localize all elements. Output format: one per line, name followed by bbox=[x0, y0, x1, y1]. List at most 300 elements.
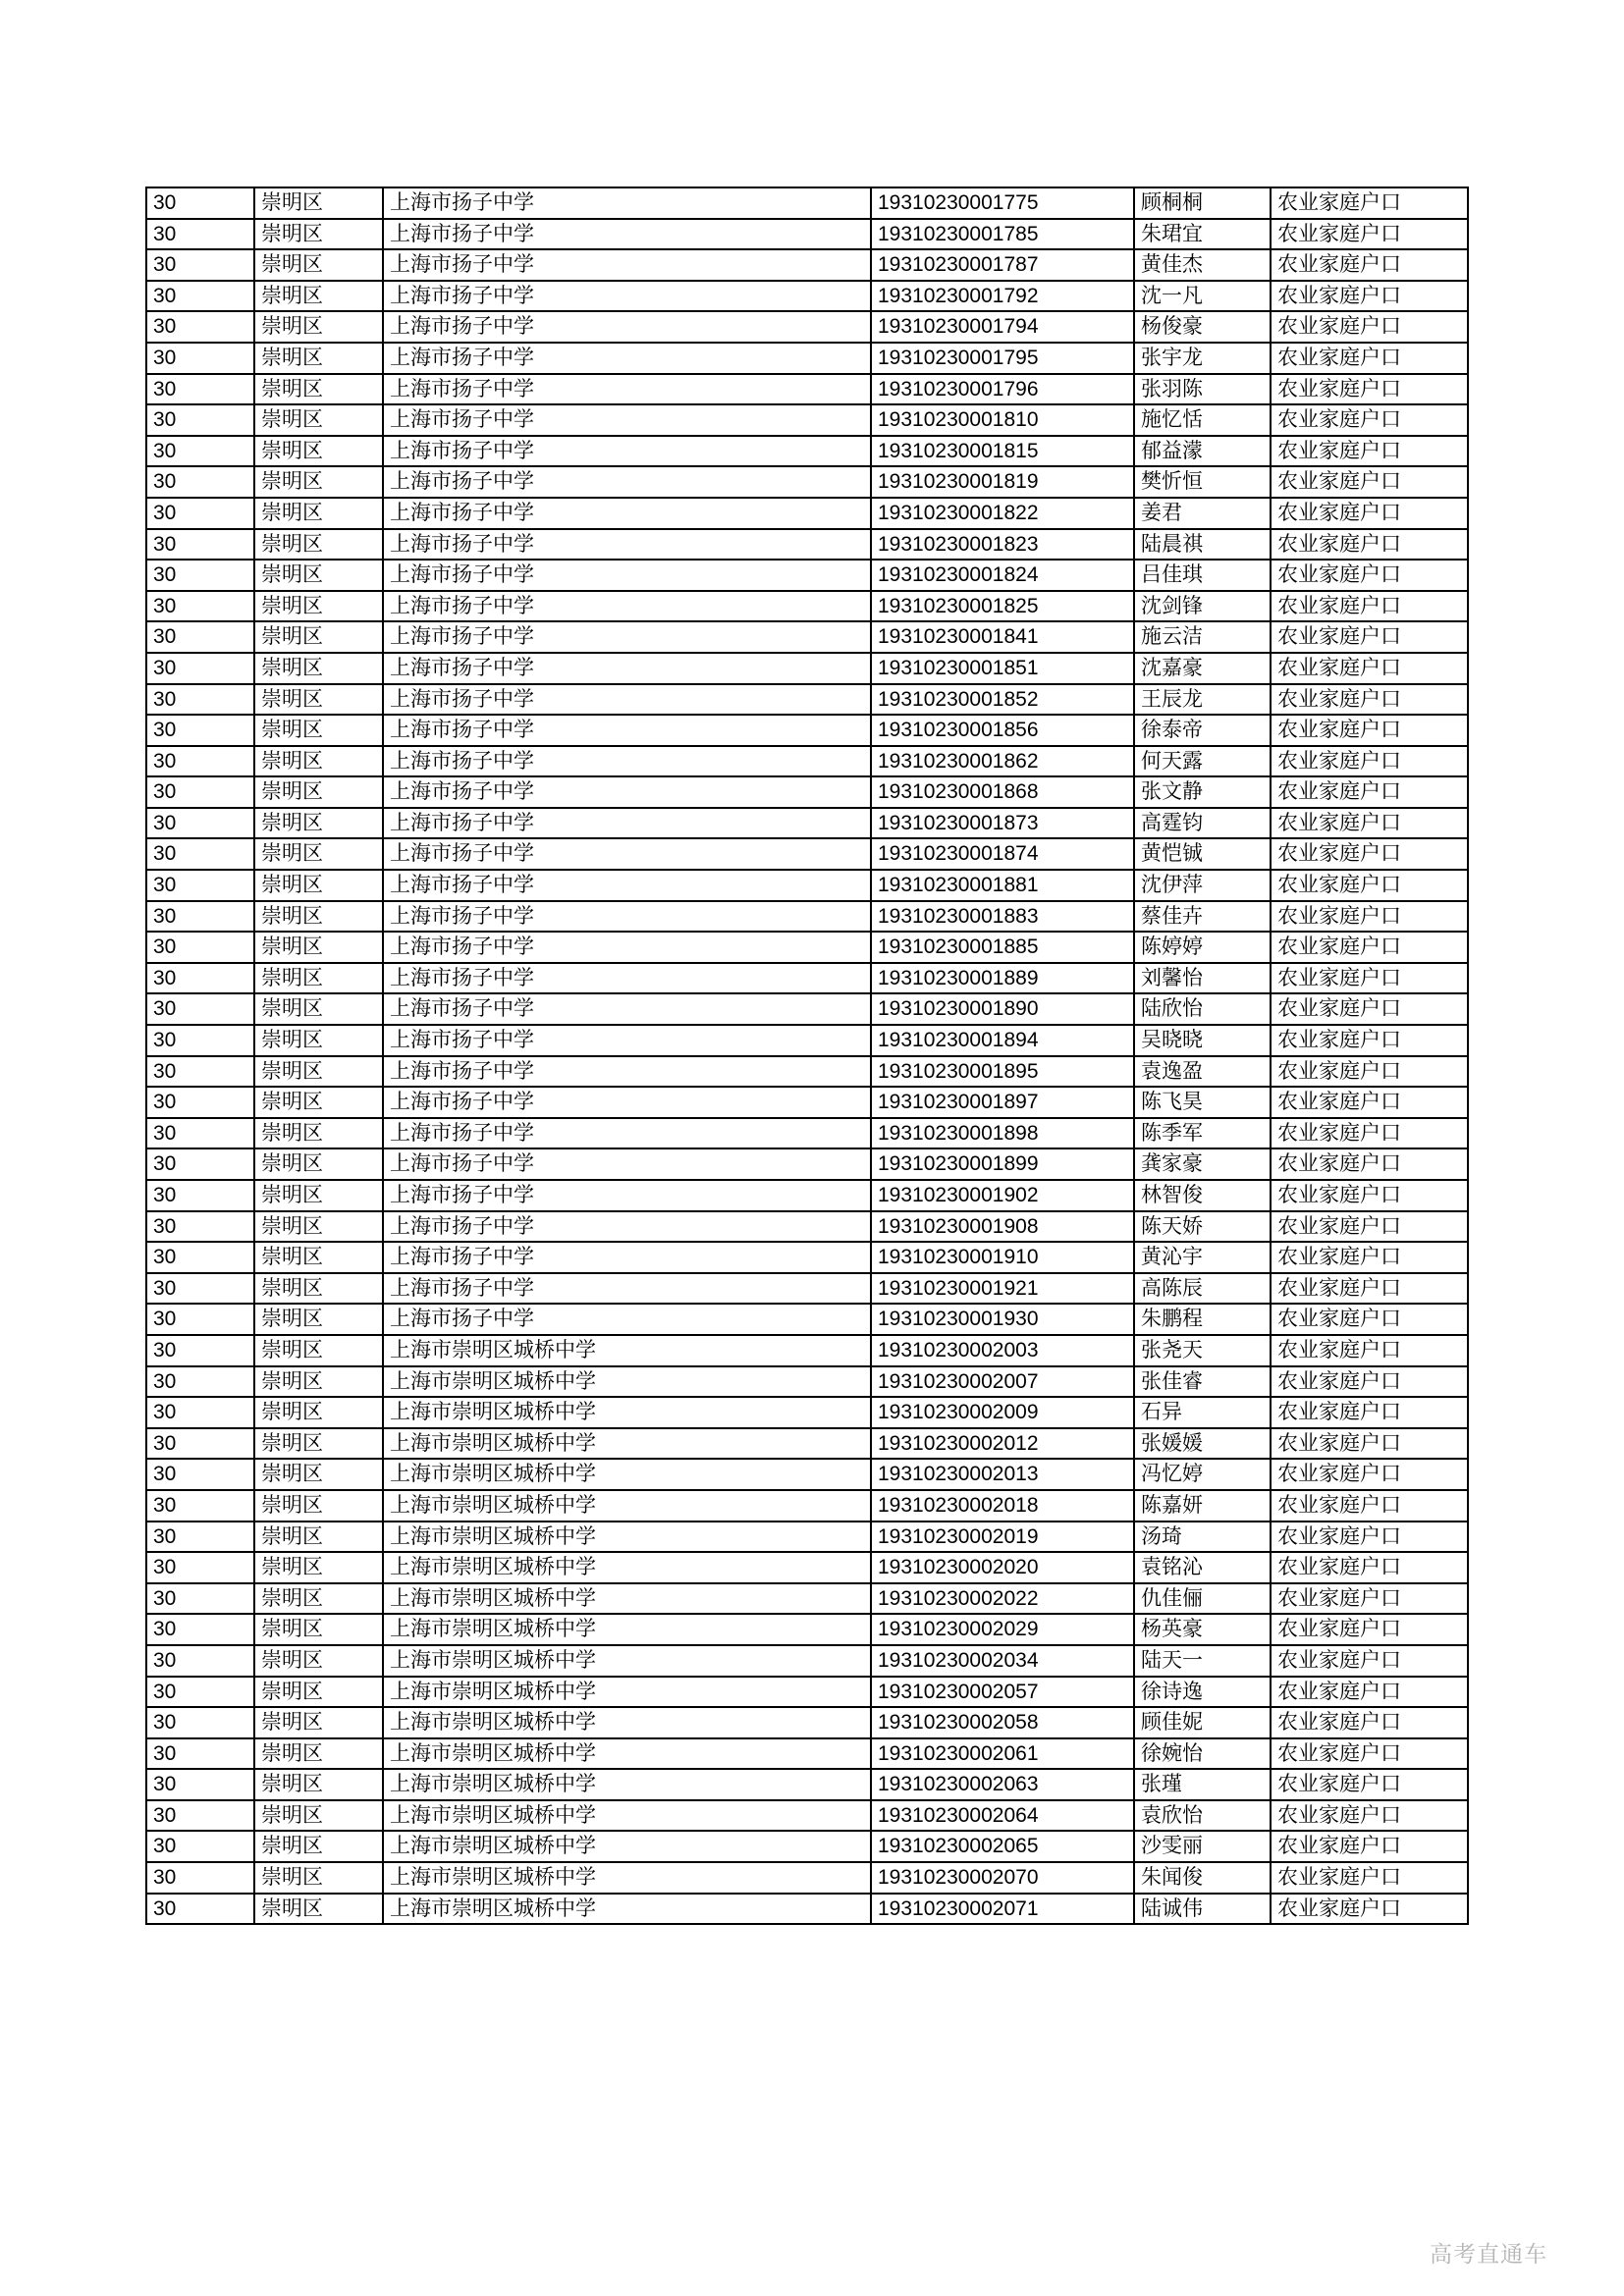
cell-exam-id: 19310230001890 bbox=[871, 993, 1134, 1025]
cell-candidate-name: 刘馨怡 bbox=[1134, 963, 1271, 994]
table-row bbox=[146, 249, 1468, 281]
cell-school: 上海市崇明区城桥中学 bbox=[383, 1397, 871, 1428]
table-row bbox=[146, 1552, 1468, 1583]
cell-serial: 30 bbox=[146, 1335, 254, 1366]
cell-hukou-type: 农业家庭户口 bbox=[1271, 1397, 1468, 1428]
table-row bbox=[146, 1738, 1468, 1770]
cell-school: 上海市扬子中学 bbox=[383, 374, 871, 405]
cell-exam-id: 19310230001819 bbox=[871, 466, 1134, 498]
cell-serial: 30 bbox=[146, 529, 254, 561]
cell-candidate-name: 何天露 bbox=[1134, 746, 1271, 777]
cell-hukou-type: 农业家庭户口 bbox=[1271, 249, 1468, 281]
cell-candidate-name: 施云洁 bbox=[1134, 621, 1271, 653]
cell-district: 崇明区 bbox=[254, 901, 383, 933]
cell-hukou-type: 农业家庭户口 bbox=[1271, 1645, 1468, 1677]
cell-candidate-name: 张文静 bbox=[1134, 776, 1271, 808]
cell-district: 崇明区 bbox=[254, 187, 383, 219]
cell-serial: 30 bbox=[146, 746, 254, 777]
cell-district: 崇明区 bbox=[254, 715, 383, 746]
cell-hukou-type: 农业家庭户口 bbox=[1271, 1831, 1468, 1862]
cell-district: 崇明区 bbox=[254, 993, 383, 1025]
cell-hukou-type: 农业家庭户口 bbox=[1271, 1118, 1468, 1149]
table-row bbox=[146, 1707, 1468, 1738]
cell-candidate-name: 袁铭沁 bbox=[1134, 1552, 1271, 1583]
table-row bbox=[146, 1273, 1468, 1305]
cell-serial: 30 bbox=[146, 1614, 254, 1645]
cell-candidate-name: 高霆钧 bbox=[1134, 808, 1271, 839]
cell-district: 崇明区 bbox=[254, 1738, 383, 1770]
cell-serial: 30 bbox=[146, 1894, 254, 1925]
cell-school: 上海市崇明区城桥中学 bbox=[383, 1522, 871, 1553]
cell-district: 崇明区 bbox=[254, 1397, 383, 1428]
cell-hukou-type: 农业家庭户口 bbox=[1271, 498, 1468, 529]
cell-school: 上海市扬子中学 bbox=[383, 498, 871, 529]
cell-school: 上海市扬子中学 bbox=[383, 808, 871, 839]
cell-hukou-type: 农业家庭户口 bbox=[1271, 1738, 1468, 1770]
cell-school: 上海市扬子中学 bbox=[383, 901, 871, 933]
table-row bbox=[146, 1304, 1468, 1335]
cell-hukou-type: 农业家庭户口 bbox=[1271, 404, 1468, 436]
cell-hukou-type: 农业家庭户口 bbox=[1271, 219, 1468, 250]
cell-school: 上海市扬子中学 bbox=[383, 343, 871, 374]
cell-hukou-type: 农业家庭户口 bbox=[1271, 529, 1468, 561]
cell-candidate-name: 高陈辰 bbox=[1134, 1273, 1271, 1305]
cell-hukou-type: 农业家庭户口 bbox=[1271, 1800, 1468, 1832]
cell-candidate-name: 张羽陈 bbox=[1134, 374, 1271, 405]
cell-exam-id: 19310230001902 bbox=[871, 1180, 1134, 1211]
cell-district: 崇明区 bbox=[254, 281, 383, 312]
cell-hukou-type: 农业家庭户口 bbox=[1271, 932, 1468, 963]
cell-hukou-type: 农业家庭户口 bbox=[1271, 808, 1468, 839]
cell-school: 上海市崇明区城桥中学 bbox=[383, 1614, 871, 1645]
cell-exam-id: 19310230001815 bbox=[871, 436, 1134, 467]
cell-candidate-name: 朱鹏程 bbox=[1134, 1304, 1271, 1335]
cell-exam-id: 19310230001930 bbox=[871, 1304, 1134, 1335]
cell-serial: 30 bbox=[146, 1490, 254, 1522]
cell-district: 崇明区 bbox=[254, 1800, 383, 1832]
cell-district: 崇明区 bbox=[254, 1273, 383, 1305]
cell-candidate-name: 袁逸盈 bbox=[1134, 1056, 1271, 1088]
table-row bbox=[146, 560, 1468, 591]
cell-exam-id: 19310230002009 bbox=[871, 1397, 1134, 1428]
cell-district: 崇明区 bbox=[254, 653, 383, 684]
cell-exam-id: 19310230002019 bbox=[871, 1522, 1134, 1553]
cell-school: 上海市扬子中学 bbox=[383, 1304, 871, 1335]
cell-exam-id: 19310230001796 bbox=[871, 374, 1134, 405]
cell-school: 上海市崇明区城桥中学 bbox=[383, 1428, 871, 1460]
cell-serial: 30 bbox=[146, 249, 254, 281]
cell-district: 崇明区 bbox=[254, 684, 383, 716]
cell-serial: 30 bbox=[146, 1397, 254, 1428]
cell-serial: 30 bbox=[146, 870, 254, 901]
cell-candidate-name: 陆诚伟 bbox=[1134, 1894, 1271, 1925]
cell-hukou-type: 农业家庭户口 bbox=[1271, 1335, 1468, 1366]
cell-hukou-type: 农业家庭户口 bbox=[1271, 1211, 1468, 1243]
cell-candidate-name: 樊忻恒 bbox=[1134, 466, 1271, 498]
cell-serial: 30 bbox=[146, 808, 254, 839]
cell-district: 崇明区 bbox=[254, 1862, 383, 1894]
cell-hukou-type: 农业家庭户口 bbox=[1271, 715, 1468, 746]
cell-school: 上海市扬子中学 bbox=[383, 249, 871, 281]
cell-candidate-name: 朱珺宜 bbox=[1134, 219, 1271, 250]
cell-serial: 30 bbox=[146, 404, 254, 436]
cell-hukou-type: 农业家庭户口 bbox=[1271, 1862, 1468, 1894]
table-row bbox=[146, 1459, 1468, 1490]
table-row bbox=[146, 1025, 1468, 1056]
cell-exam-id: 19310230001894 bbox=[871, 1025, 1134, 1056]
cell-district: 崇明区 bbox=[254, 1677, 383, 1708]
cell-exam-id: 19310230002058 bbox=[871, 1707, 1134, 1738]
cell-school: 上海市扬子中学 bbox=[383, 870, 871, 901]
cell-candidate-name: 张尧天 bbox=[1134, 1335, 1271, 1366]
cell-candidate-name: 施忆恬 bbox=[1134, 404, 1271, 436]
table-row bbox=[146, 901, 1468, 933]
cell-serial: 30 bbox=[146, 1211, 254, 1243]
cell-candidate-name: 张瑾 bbox=[1134, 1769, 1271, 1800]
cell-candidate-name: 沈伊萍 bbox=[1134, 870, 1271, 901]
cell-exam-id: 19310230001889 bbox=[871, 963, 1134, 994]
cell-district: 崇明区 bbox=[254, 808, 383, 839]
cell-serial: 30 bbox=[146, 1056, 254, 1088]
cell-candidate-name: 石异 bbox=[1134, 1397, 1271, 1428]
cell-exam-id: 19310230001794 bbox=[871, 311, 1134, 343]
cell-serial: 30 bbox=[146, 653, 254, 684]
cell-hukou-type: 农业家庭户口 bbox=[1271, 1273, 1468, 1305]
cell-school: 上海市崇明区城桥中学 bbox=[383, 1677, 871, 1708]
table-row bbox=[146, 870, 1468, 901]
table-row bbox=[146, 374, 1468, 405]
cell-candidate-name: 林智俊 bbox=[1134, 1180, 1271, 1211]
cell-district: 崇明区 bbox=[254, 219, 383, 250]
cell-candidate-name: 杨俊豪 bbox=[1134, 311, 1271, 343]
cell-exam-id: 19310230002029 bbox=[871, 1614, 1134, 1645]
table-row bbox=[146, 1614, 1468, 1645]
table-row bbox=[146, 746, 1468, 777]
cell-school: 上海市扬子中学 bbox=[383, 621, 871, 653]
cell-school: 上海市扬子中学 bbox=[383, 560, 871, 591]
cell-school: 上海市扬子中学 bbox=[383, 1118, 871, 1149]
cell-hukou-type: 农业家庭户口 bbox=[1271, 1552, 1468, 1583]
cell-hukou-type: 农业家庭户口 bbox=[1271, 1490, 1468, 1522]
cell-hukou-type: 农业家庭户口 bbox=[1271, 1242, 1468, 1273]
cell-exam-id: 19310230002018 bbox=[871, 1490, 1134, 1522]
cell-hukou-type: 农业家庭户口 bbox=[1271, 1614, 1468, 1645]
table-row bbox=[146, 993, 1468, 1025]
cell-district: 崇明区 bbox=[254, 1614, 383, 1645]
cell-hukou-type: 农业家庭户口 bbox=[1271, 1180, 1468, 1211]
cell-candidate-name: 王辰龙 bbox=[1134, 684, 1271, 716]
cell-district: 崇明区 bbox=[254, 1118, 383, 1149]
cell-serial: 30 bbox=[146, 187, 254, 219]
cell-exam-id: 19310230001868 bbox=[871, 776, 1134, 808]
cell-school: 上海市扬子中学 bbox=[383, 838, 871, 870]
cell-school: 上海市崇明区城桥中学 bbox=[383, 1459, 871, 1490]
cell-serial: 30 bbox=[146, 466, 254, 498]
cell-school: 上海市扬子中学 bbox=[383, 776, 871, 808]
cell-candidate-name: 朱闻俊 bbox=[1134, 1862, 1271, 1894]
cell-serial: 30 bbox=[146, 963, 254, 994]
cell-district: 崇明区 bbox=[254, 776, 383, 808]
cell-school: 上海市崇明区城桥中学 bbox=[383, 1335, 871, 1366]
table-row bbox=[146, 343, 1468, 374]
cell-exam-id: 19310230001852 bbox=[871, 684, 1134, 716]
cell-hukou-type: 农业家庭户口 bbox=[1271, 1148, 1468, 1180]
cell-serial: 30 bbox=[146, 1645, 254, 1677]
cell-district: 崇明区 bbox=[254, 343, 383, 374]
cell-exam-id: 19310230001874 bbox=[871, 838, 1134, 870]
table-row bbox=[146, 466, 1468, 498]
cell-exam-id: 19310230002003 bbox=[871, 1335, 1134, 1366]
cell-exam-id: 19310230001885 bbox=[871, 932, 1134, 963]
cell-school: 上海市崇明区城桥中学 bbox=[383, 1894, 871, 1925]
cell-exam-id: 19310230002063 bbox=[871, 1769, 1134, 1800]
cell-exam-id: 19310230001775 bbox=[871, 187, 1134, 219]
cell-district: 崇明区 bbox=[254, 1707, 383, 1738]
cell-serial: 30 bbox=[146, 1459, 254, 1490]
cell-hukou-type: 农业家庭户口 bbox=[1271, 591, 1468, 622]
cell-school: 上海市扬子中学 bbox=[383, 187, 871, 219]
table-row bbox=[146, 1769, 1468, 1800]
cell-serial: 30 bbox=[146, 281, 254, 312]
cell-district: 崇明区 bbox=[254, 1522, 383, 1553]
cell-serial: 30 bbox=[146, 1118, 254, 1149]
table-row bbox=[146, 1397, 1468, 1428]
cell-hukou-type: 农业家庭户口 bbox=[1271, 684, 1468, 716]
cell-hukou-type: 农业家庭户口 bbox=[1271, 1677, 1468, 1708]
cell-hukou-type: 农业家庭户口 bbox=[1271, 746, 1468, 777]
cell-district: 崇明区 bbox=[254, 1831, 383, 1862]
cell-district: 崇明区 bbox=[254, 1583, 383, 1615]
cell-exam-id: 19310230001898 bbox=[871, 1118, 1134, 1149]
cell-candidate-name: 陈天娇 bbox=[1134, 1211, 1271, 1243]
table-row bbox=[146, 1894, 1468, 1925]
cell-school: 上海市崇明区城桥中学 bbox=[383, 1831, 871, 1862]
cell-serial: 30 bbox=[146, 776, 254, 808]
cell-hukou-type: 农业家庭户口 bbox=[1271, 776, 1468, 808]
cell-candidate-name: 陆欣怡 bbox=[1134, 993, 1271, 1025]
cell-exam-id: 19310230001897 bbox=[871, 1087, 1134, 1118]
cell-district: 崇明区 bbox=[254, 870, 383, 901]
cell-district: 崇明区 bbox=[254, 1304, 383, 1335]
cell-hukou-type: 农业家庭户口 bbox=[1271, 901, 1468, 933]
cell-school: 上海市扬子中学 bbox=[383, 436, 871, 467]
cell-district: 崇明区 bbox=[254, 1769, 383, 1800]
table-row bbox=[146, 1677, 1468, 1708]
cell-serial: 30 bbox=[146, 1707, 254, 1738]
cell-exam-id: 19310230002057 bbox=[871, 1677, 1134, 1708]
cell-hukou-type: 农业家庭户口 bbox=[1271, 436, 1468, 467]
table-row bbox=[146, 684, 1468, 716]
cell-exam-id: 19310230001824 bbox=[871, 560, 1134, 591]
cell-serial: 30 bbox=[146, 1769, 254, 1800]
cell-school: 上海市崇明区城桥中学 bbox=[383, 1583, 871, 1615]
cell-exam-id: 19310230001899 bbox=[871, 1148, 1134, 1180]
cell-exam-id: 19310230002061 bbox=[871, 1738, 1134, 1770]
cell-district: 崇明区 bbox=[254, 311, 383, 343]
table-row bbox=[146, 653, 1468, 684]
cell-serial: 30 bbox=[146, 1148, 254, 1180]
cell-candidate-name: 姜君 bbox=[1134, 498, 1271, 529]
cell-district: 崇明区 bbox=[254, 1459, 383, 1490]
cell-school: 上海市扬子中学 bbox=[383, 311, 871, 343]
cell-school: 上海市扬子中学 bbox=[383, 715, 871, 746]
cell-district: 崇明区 bbox=[254, 1056, 383, 1088]
table-row bbox=[146, 715, 1468, 746]
cell-district: 崇明区 bbox=[254, 1242, 383, 1273]
table-row bbox=[146, 1645, 1468, 1677]
cell-exam-id: 19310230001785 bbox=[871, 219, 1134, 250]
cell-candidate-name: 黄恺铖 bbox=[1134, 838, 1271, 870]
cell-candidate-name: 陆晨祺 bbox=[1134, 529, 1271, 561]
cell-school: 上海市崇明区城桥中学 bbox=[383, 1738, 871, 1770]
cell-school: 上海市扬子中学 bbox=[383, 963, 871, 994]
roster-table-body bbox=[146, 187, 1468, 1924]
cell-school: 上海市崇明区城桥中学 bbox=[383, 1366, 871, 1398]
cell-district: 崇明区 bbox=[254, 249, 383, 281]
cell-serial: 30 bbox=[146, 715, 254, 746]
table-row bbox=[146, 529, 1468, 561]
cell-serial: 30 bbox=[146, 1366, 254, 1398]
cell-candidate-name: 汤琦 bbox=[1134, 1522, 1271, 1553]
cell-candidate-name: 黄佳杰 bbox=[1134, 249, 1271, 281]
table-row bbox=[146, 1118, 1468, 1149]
cell-school: 上海市扬子中学 bbox=[383, 1056, 871, 1088]
cell-school: 上海市扬子中学 bbox=[383, 1211, 871, 1243]
table-row bbox=[146, 1180, 1468, 1211]
cell-hukou-type: 农业家庭户口 bbox=[1271, 1304, 1468, 1335]
cell-serial: 30 bbox=[146, 1677, 254, 1708]
table-row bbox=[146, 187, 1468, 219]
cell-exam-id: 19310230001841 bbox=[871, 621, 1134, 653]
cell-district: 崇明区 bbox=[254, 1552, 383, 1583]
table-row bbox=[146, 404, 1468, 436]
cell-school: 上海市崇明区城桥中学 bbox=[383, 1490, 871, 1522]
cell-hukou-type: 农业家庭户口 bbox=[1271, 1056, 1468, 1088]
table-row bbox=[146, 1490, 1468, 1522]
cell-candidate-name: 张媛媛 bbox=[1134, 1428, 1271, 1460]
cell-school: 上海市扬子中学 bbox=[383, 932, 871, 963]
cell-district: 崇明区 bbox=[254, 529, 383, 561]
cell-exam-id: 19310230001795 bbox=[871, 343, 1134, 374]
cell-hukou-type: 农业家庭户口 bbox=[1271, 374, 1468, 405]
cell-district: 崇明区 bbox=[254, 466, 383, 498]
cell-exam-id: 19310230002070 bbox=[871, 1862, 1134, 1894]
cell-exam-id: 19310230001910 bbox=[871, 1242, 1134, 1273]
cell-hukou-type: 农业家庭户口 bbox=[1271, 466, 1468, 498]
table-row bbox=[146, 281, 1468, 312]
cell-district: 崇明区 bbox=[254, 621, 383, 653]
cell-candidate-name: 张宇龙 bbox=[1134, 343, 1271, 374]
cell-district: 崇明区 bbox=[254, 1894, 383, 1925]
cell-school: 上海市扬子中学 bbox=[383, 746, 871, 777]
cell-serial: 30 bbox=[146, 1428, 254, 1460]
cell-hukou-type: 农业家庭户口 bbox=[1271, 993, 1468, 1025]
cell-district: 崇明区 bbox=[254, 436, 383, 467]
table-row bbox=[146, 932, 1468, 963]
cell-serial: 30 bbox=[146, 1862, 254, 1894]
cell-school: 上海市崇明区城桥中学 bbox=[383, 1645, 871, 1677]
table-row bbox=[146, 1335, 1468, 1366]
cell-hukou-type: 农业家庭户口 bbox=[1271, 1769, 1468, 1800]
table-row bbox=[146, 1583, 1468, 1615]
cell-candidate-name: 吴晓晓 bbox=[1134, 1025, 1271, 1056]
table-row bbox=[146, 1862, 1468, 1894]
watermark-label: 高考直通车 bbox=[1430, 2242, 1547, 2268]
cell-serial: 30 bbox=[146, 901, 254, 933]
cell-school: 上海市崇明区城桥中学 bbox=[383, 1769, 871, 1800]
cell-hukou-type: 农业家庭户口 bbox=[1271, 1459, 1468, 1490]
cell-serial: 30 bbox=[146, 1552, 254, 1583]
table-row bbox=[146, 1148, 1468, 1180]
cell-hukou-type: 农业家庭户口 bbox=[1271, 1087, 1468, 1118]
cell-exam-id: 19310230001851 bbox=[871, 653, 1134, 684]
cell-school: 上海市扬子中学 bbox=[383, 591, 871, 622]
cell-hukou-type: 农业家庭户口 bbox=[1271, 560, 1468, 591]
cell-serial: 30 bbox=[146, 1273, 254, 1305]
cell-school: 上海市扬子中学 bbox=[383, 653, 871, 684]
table-row bbox=[146, 311, 1468, 343]
cell-school: 上海市扬子中学 bbox=[383, 1273, 871, 1305]
cell-exam-id: 19310230001856 bbox=[871, 715, 1134, 746]
candidate-roster-table bbox=[145, 187, 1469, 1925]
cell-serial: 30 bbox=[146, 343, 254, 374]
cell-candidate-name: 吕佳琪 bbox=[1134, 560, 1271, 591]
table-row bbox=[146, 1242, 1468, 1273]
cell-candidate-name: 郁益濛 bbox=[1134, 436, 1271, 467]
cell-hukou-type: 农业家庭户口 bbox=[1271, 343, 1468, 374]
cell-exam-id: 19310230002065 bbox=[871, 1831, 1134, 1862]
cell-exam-id: 19310230002012 bbox=[871, 1428, 1134, 1460]
cell-school: 上海市扬子中学 bbox=[383, 529, 871, 561]
cell-candidate-name: 顾桐桐 bbox=[1134, 187, 1271, 219]
cell-candidate-name: 龚家豪 bbox=[1134, 1148, 1271, 1180]
table-row bbox=[146, 1211, 1468, 1243]
cell-candidate-name: 陈季军 bbox=[1134, 1118, 1271, 1149]
cell-district: 崇明区 bbox=[254, 498, 383, 529]
cell-serial: 30 bbox=[146, 932, 254, 963]
table-row bbox=[146, 436, 1468, 467]
cell-candidate-name: 徐婉怡 bbox=[1134, 1738, 1271, 1770]
cell-hukou-type: 农业家庭户口 bbox=[1271, 1366, 1468, 1398]
cell-serial: 30 bbox=[146, 311, 254, 343]
cell-exam-id: 19310230001792 bbox=[871, 281, 1134, 312]
table-row bbox=[146, 621, 1468, 653]
cell-serial: 30 bbox=[146, 374, 254, 405]
cell-serial: 30 bbox=[146, 1087, 254, 1118]
cell-exam-id: 19310230001825 bbox=[871, 591, 1134, 622]
cell-exam-id: 19310230001810 bbox=[871, 404, 1134, 436]
cell-exam-id: 19310230001921 bbox=[871, 1273, 1134, 1305]
cell-school: 上海市扬子中学 bbox=[383, 1242, 871, 1273]
cell-serial: 30 bbox=[146, 838, 254, 870]
cell-serial: 30 bbox=[146, 1738, 254, 1770]
cell-school: 上海市扬子中学 bbox=[383, 993, 871, 1025]
cell-district: 崇明区 bbox=[254, 374, 383, 405]
cell-school: 上海市崇明区城桥中学 bbox=[383, 1707, 871, 1738]
cell-hukou-type: 农业家庭户口 bbox=[1271, 1894, 1468, 1925]
cell-serial: 30 bbox=[146, 560, 254, 591]
cell-exam-id: 19310230001883 bbox=[871, 901, 1134, 933]
cell-hukou-type: 农业家庭户口 bbox=[1271, 1583, 1468, 1615]
cell-candidate-name: 陆天一 bbox=[1134, 1645, 1271, 1677]
cell-serial: 30 bbox=[146, 1522, 254, 1553]
cell-serial: 30 bbox=[146, 219, 254, 250]
cell-exam-id: 19310230001881 bbox=[871, 870, 1134, 901]
cell-district: 崇明区 bbox=[254, 1645, 383, 1677]
cell-serial: 30 bbox=[146, 1583, 254, 1615]
cell-serial: 30 bbox=[146, 1800, 254, 1832]
cell-district: 崇明区 bbox=[254, 1211, 383, 1243]
